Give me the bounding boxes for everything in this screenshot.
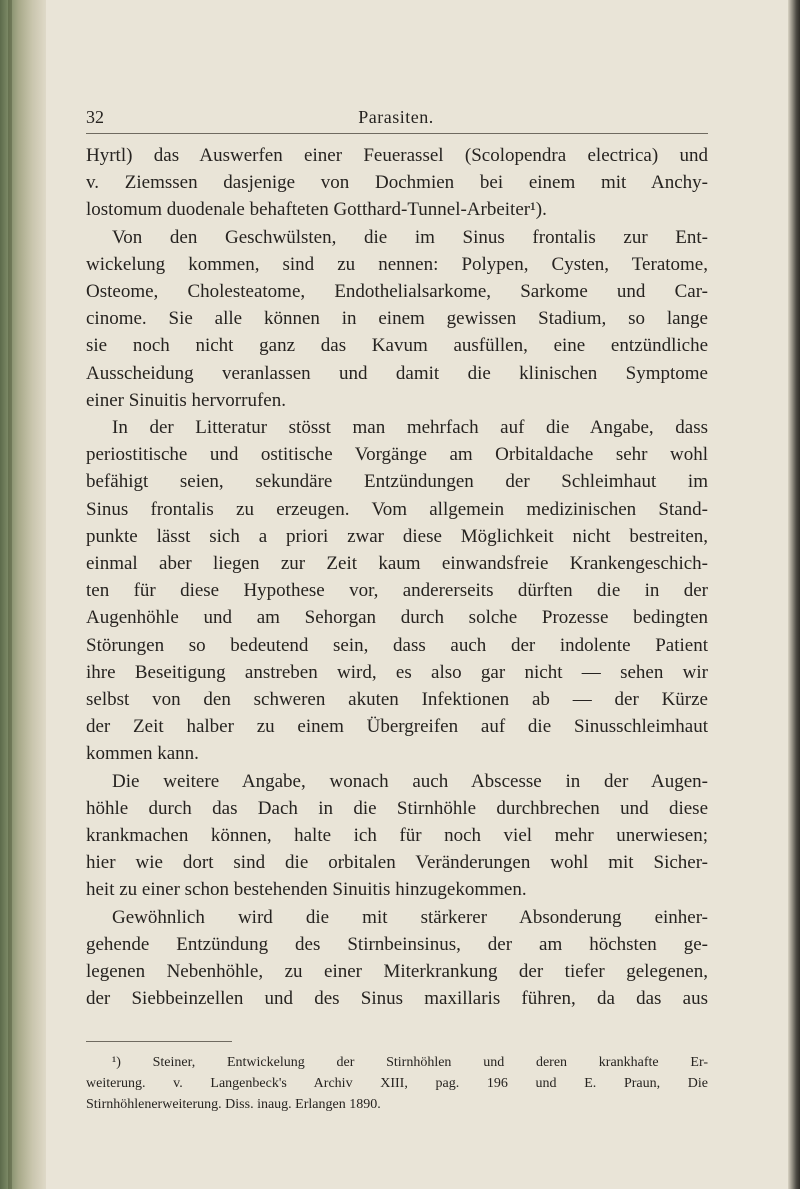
body-line: Gewöhnlich wird die mit stärkerer Absonderung einher- [112,906,708,928]
body-line: Sinus frontalis zu erzeugen. Vom allgemein medizinischen Stand- [86,498,708,520]
body-line: höhle durch das Dach in die Stirnhöhle durchbrechen und diese [86,797,708,819]
body-text [86,142,708,1013]
body-line: periostitische und ostitische Vorgänge am Orbitaldache sehr wohl [86,444,708,466]
body-line: der Siebbeinzellen und des Sinus maxillaris führen, da das aus [86,988,708,1010]
body-line: punkte lässt sich a priori zwar diese Möglichkeit nicht bestreiten, [86,525,708,547]
body-line: heit zu einer schon bestehenden Sinuitis hinzugekommen. [86,879,527,901]
body-line: Augenhöhle und am Sehorgan durch solche Prozesse bedingten [86,607,708,629]
page-right-edge [788,0,800,1189]
body-line: ihre Beseitigung anstreben wird, es also gar nicht — sehen wir [86,661,708,683]
body-line: legenen Nebenhöhle, zu einer Miterkrankung der tiefer gelegenen, [86,961,708,983]
body-line: Die weitere Angabe, wonach auch Abscesse in der Augen- [112,770,708,792]
body-line: sie noch nicht ganz das Kavum ausfüllen, eine entzündliche [86,335,708,357]
body-line: wickelung kommen, sind zu nennen: Polypen, Cysten, Teratome, [86,253,708,275]
body-line: Störungen so bedeutend sein, dass auch der indolente Patient [86,634,708,656]
body-line: kommen kann. [86,743,199,765]
body-line: krankmachen können, halte ich für noch viel mehr unerwiesen; [86,825,708,847]
footnote-rule [86,1041,232,1042]
body-line: Von den Geschwülsten, die im Sinus frontalis zur Ent- [112,226,708,248]
body-line: ten für diese Hypothese vor, andererseits dürften die in der [86,580,708,602]
body-line: befähigt seien, sekundäre Entzündungen der Schleimhaut im [86,471,708,493]
body-line: einer Sinuitis hervorrufen. [86,389,286,411]
body-line: lostomum duodenale behafteten Gotthard-Tunnel-Arbeiter¹). [86,199,547,221]
body-line: der Zeit halber zu einem Übergreifen auf die Sinusschleimhaut [86,716,708,738]
book-binding-edge [0,0,46,1189]
body-line: einmal aber liegen zur Zeit kaum einwandsfreie Krankengeschich- [86,553,708,575]
body-line: gehende Entzündung des Stirnbeinsinus, der am höchsten ge- [86,933,708,955]
body-line: cinome. Sie alle können in einem gewissen Stadium, so lange [86,308,708,330]
body-line: Ausscheidung veranlassen und damit die klinischen Symptome [86,362,708,384]
running-head: Parasiten. [358,107,434,127]
header-rule [86,133,708,134]
page-number: 32 [86,107,104,127]
footnote-line: Stirnhöhlenerweiterung. Diss. inaug. Erlangen 1890. [86,1097,381,1112]
page-header [86,107,706,131]
body-line: Hyrtl) das Auswerfen einer Feuerassel (Scolopendra electrica) und [86,145,708,166]
body-line: Osteome, Cholesteatome, Endothelialsarkome, Sarkome und Car- [86,281,708,303]
footnote-line: weiterung. v. Langenbeck's Archiv XIII, pag. 196 und E. Praun, Die [86,1076,708,1091]
body-line: selbst von den schweren akuten Infektionen ab — der Kürze [86,689,708,711]
footnotes [86,1052,708,1115]
footnote-line: ¹) Steiner, Entwickelung der Stirnhöhlen und deren krankhafte Er- [112,1055,708,1070]
body-line: In der Litteratur stösst man mehrfach auf die Angabe, dass [112,417,708,439]
body-line: v. Ziemssen dasjenige von Dochmien bei einem mit Anchy- [86,172,708,194]
body-line: hier wie dort sind die orbitalen Veränderungen wohl mit Sicher- [86,852,708,874]
